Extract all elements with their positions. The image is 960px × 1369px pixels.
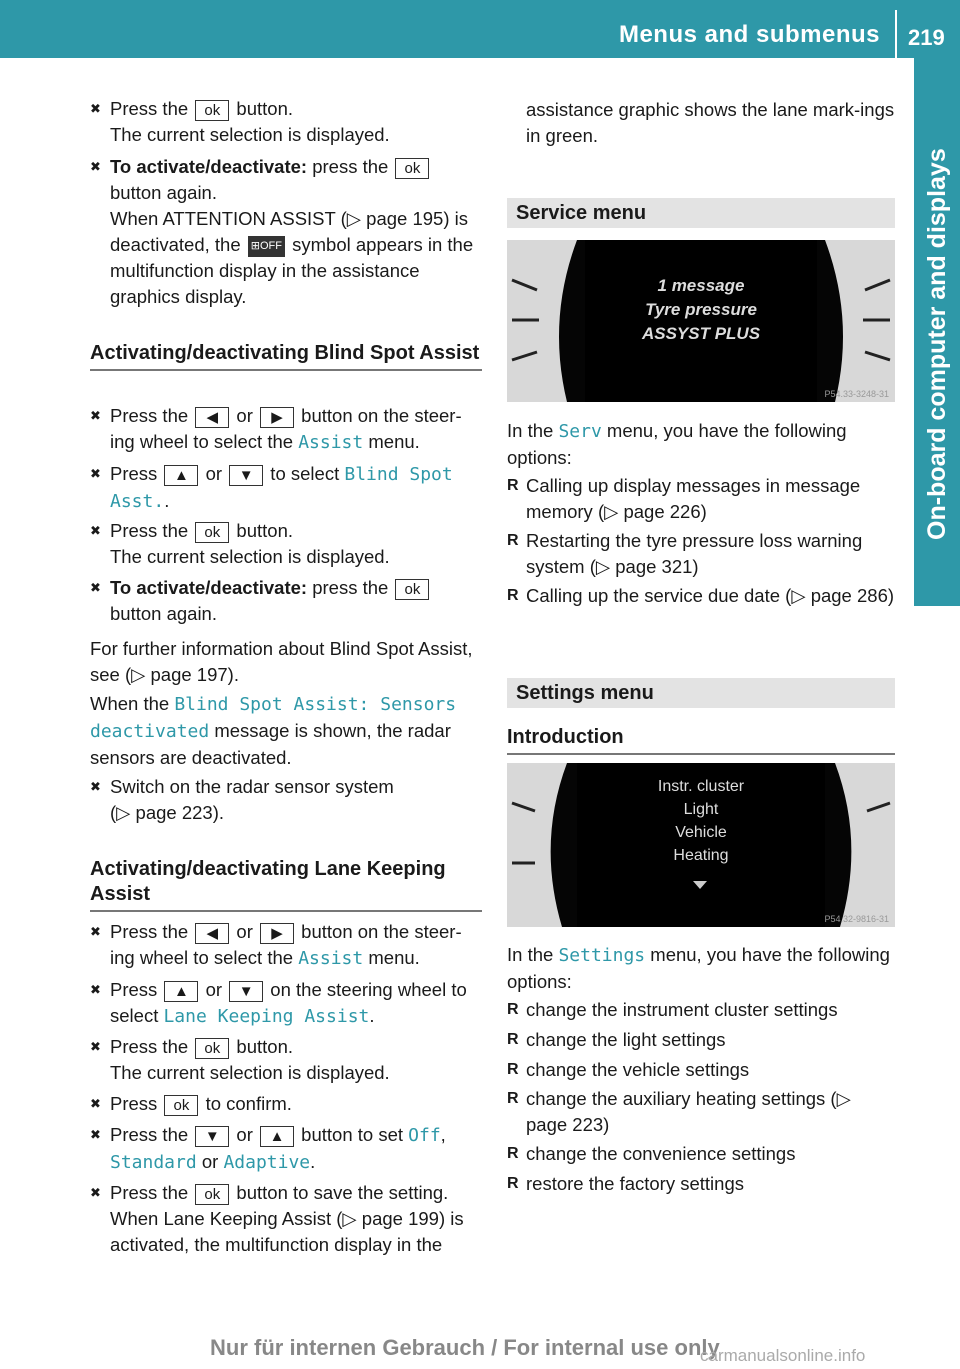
footer-site: carmanualsonline.info xyxy=(700,1346,866,1365)
right-arrow-key: ▶ xyxy=(260,923,294,944)
section-heading-blind-spot: Activating/deactivating Blind Spot Assist xyxy=(90,341,482,371)
service-display-image xyxy=(507,240,895,402)
ok-key: ok xyxy=(195,1184,229,1205)
step-select-lane-keeping: ✖ Press ▲ or ▼ on the steering wheel to select Lane Keeping Assist. xyxy=(90,977,482,1030)
introduction-heading: Introduction xyxy=(507,725,895,755)
list-item: R change the convenience settings xyxy=(507,1141,897,1167)
down-arrow-key: ▼ xyxy=(229,465,263,486)
step-select-blind-spot: ✖ Press ▲ or ▼ to select Blind Spot Asst.. xyxy=(90,461,482,515)
list-item: R change the light settings xyxy=(507,1027,897,1053)
step-activate-attention: ✖ To activate/deactivate: press the ok button again. When ATTENTION ASSIST (▷ page 195) is deactivated, the ⊞OFF symbol appears in the multifunction display in the assistance graphics display. xyxy=(90,154,482,310)
ok-key: ok xyxy=(195,1038,229,1059)
section-heading-lane-keeping: Activating/deactivating Lane Keeping Assist xyxy=(90,857,482,912)
ok-key: ok xyxy=(195,522,229,543)
step-press-ok-2: ✖ Press the ok button. The current selection is displayed. xyxy=(90,518,482,570)
settings-intro: In the Settings menu, you have the following options: xyxy=(507,944,890,992)
ok-key: ok xyxy=(164,1095,198,1116)
list-item: R change the vehicle settings xyxy=(507,1057,897,1083)
list-item: R Calling up display messages in message memory (▷ page 226) xyxy=(507,473,897,525)
settings-display-image xyxy=(507,763,895,927)
step-confirm: ✖ Press ok to confirm. xyxy=(90,1091,482,1117)
page-section-title: Menus and submenus xyxy=(618,21,880,48)
continued-text: assistance graphic shows the lane mark-ings in green. xyxy=(526,99,895,146)
service-screen-text: 1 message Tyre pressure ASSYST PLUS xyxy=(641,276,761,343)
list-item: R change the instrument cluster settings xyxy=(507,997,897,1023)
left-arrow-key: ◀ xyxy=(195,923,229,944)
blind-spot-info: For further information about Blind Spot Assist, see (▷ page 197). xyxy=(90,638,473,685)
list-item: R change the auxiliary heating settings (▷ page 223) xyxy=(507,1086,897,1138)
settings-screen-text: Instr. cluster Light Vehicle Heating xyxy=(657,778,745,864)
list-item: R Restarting the tyre pressure loss warning system (▷ page 321) xyxy=(507,528,897,580)
up-arrow-key: ▲ xyxy=(164,465,198,486)
ok-key: ok xyxy=(395,579,429,600)
step-select-assist-menu-2: ✖ Press the ◀ or ▶ button on the steer-ing wheel to select the Assist menu. xyxy=(90,919,482,972)
down-arrow-key: ▼ xyxy=(195,1126,229,1147)
page-number: 219 xyxy=(908,25,945,50)
sensor-message-note: When the Blind Spot Assist: Sensors deactivated message is shown, the radar sensors are deactivated. xyxy=(90,693,457,768)
step-switch-on-radar: ✖ Switch on the radar sensor system (▷ page 223). xyxy=(90,774,482,826)
step-set-mode: ✖ Press the ▼ or ▲ button to set Off, Standard or Adaptive. xyxy=(90,1122,482,1176)
step-press-ok-3: ✖ Press the ok button. The current selection is displayed. xyxy=(90,1034,482,1086)
list-item: R restore the factory settings xyxy=(507,1171,897,1197)
step-select-assist-menu: ✖ Press the ◀ or ▶ button on the steer-ing wheel to select the Assist menu. xyxy=(90,403,482,456)
up-arrow-key: ▲ xyxy=(164,981,198,1002)
ok-key: ok xyxy=(395,158,429,179)
side-tab-label: On-board computer and displays xyxy=(923,148,951,540)
service-intro: In the Serv menu, you have the following options: xyxy=(507,420,847,468)
footer-note: Nur für internen Gebrauch / For internal use only xyxy=(210,1335,720,1360)
step-activate-blind-spot: ✖ To activate/deactivate: press the ok button again. xyxy=(90,575,482,627)
left-arrow-key: ◀ xyxy=(195,407,229,428)
list-item: R Calling up the service due date (▷ page 286) xyxy=(507,583,897,609)
step-save-setting: ✖ Press the ok button to save the setting. When Lane Keeping Assist (▷ page 199) is activated, the multifunction display in the xyxy=(90,1180,482,1258)
settings-menu-heading: Settings menu xyxy=(507,678,895,708)
down-arrow-key: ▼ xyxy=(229,981,263,1002)
image-code: P54.33-3248-31 xyxy=(824,389,889,399)
right-arrow-key: ▶ xyxy=(260,407,294,428)
attention-off-icon: ⊞OFF xyxy=(248,236,285,257)
step-press-ok: ✖ Press the ok button. The current selection is displayed. xyxy=(90,96,482,148)
up-arrow-key: ▲ xyxy=(260,1126,294,1147)
header-divider xyxy=(895,10,897,58)
image-code: P54.32-9816-31 xyxy=(824,914,889,924)
service-menu-heading: Service menu xyxy=(507,198,895,228)
ok-key: ok xyxy=(195,100,229,121)
